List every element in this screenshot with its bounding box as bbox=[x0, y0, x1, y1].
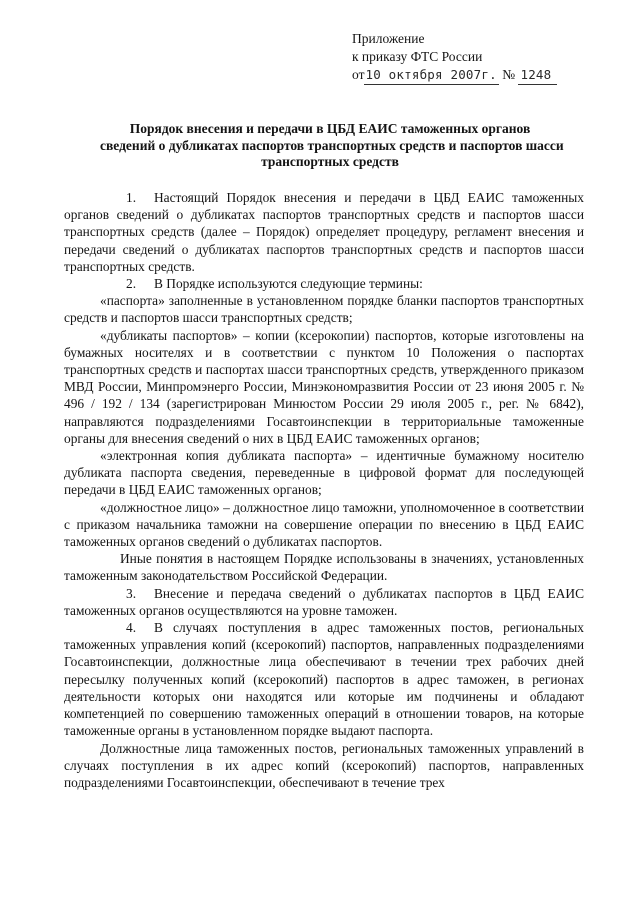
approval-block bbox=[352, 30, 602, 85]
approval-line-appendix: Приложение bbox=[352, 31, 425, 46]
term-official: «должностное лицо» – должностное лицо таможни, уполномоченное в соответствии с приказом начальника таможни на совершение операции по внесению в ЦБД ЕАИС таможенных органов сведений о дубликатах паспортов. bbox=[64, 499, 584, 550]
title-line-3: транспортных средств bbox=[261, 154, 399, 169]
term-electronic-copy: «электронная копия дубликата паспорта» – идентичные бумажному носителю дубликата паспорта сведения, переведенные в цифровой формат для последующей передачи в ЦБД ЕАИС таможенных органов; bbox=[64, 448, 584, 498]
title-line-1: Порядок внесения и передачи в ЦБД ЕАИС таможенных органов bbox=[129, 121, 531, 136]
paragraph-4-number: 4. bbox=[126, 620, 137, 636]
term-passports: «паспорта» заполненные в установленном порядке бланки паспортов транспортных средств и паспортов шасси транспортных средств; bbox=[64, 293, 584, 326]
paragraph-4 bbox=[64, 619, 584, 739]
paragraph-2 bbox=[64, 275, 584, 292]
paragraph-1-text: Настоящий Порядок внесения и передачи в ЦБД ЕАИС таможенных органов сведений о дубликатах паспортов транспортных средств и паспортов шасси транспортных средств (далее – Порядок) определяет процедуру, регламент внесения и передачи сведений о дубликатах паспортов транспортных средств и паспортов шасси транспортных средств. bbox=[64, 190, 584, 274]
paragraph-3 bbox=[64, 585, 584, 619]
approval-line-order: к приказу ФТС России bbox=[352, 49, 483, 64]
approval-num-sign: № bbox=[502, 67, 516, 82]
paragraph-1-number: 1. bbox=[126, 190, 137, 205]
paragraph-2-text: В Порядке используются следующие термины: bbox=[154, 276, 423, 292]
document-title bbox=[100, 121, 564, 171]
document-body bbox=[64, 189, 584, 791]
approval-line-date bbox=[352, 66, 602, 85]
approval-number: 1248 bbox=[518, 66, 557, 85]
paragraph-4-text: В случаях поступления в адрес таможенных постов, региональных таможенных управления копий (ксерокопий) паспортов, направленных подразделениями Госавтоинспекции, должностные лица обеспечивают в течении трех рабочих дней пересылку полученных копий (ксерокопий) паспортов в адрес таможен, в регионах деятельности которых они находятся или которые им подчинены и обладают компетенцией по совершению таможенных операций в отношении товаров, на которые таможенные органы в установленном порядке выдают паспорта. bbox=[64, 620, 584, 739]
paragraph-other-terms: Иные понятия в настоящем Порядке использованы в значениях, установленных таможенным законодательством Российской Федерации. bbox=[64, 551, 584, 584]
paragraph-3-text: Внесение и передача сведений о дубликатах паспортов в ЦБД ЕАИС таможенных органов осуществляются на уровне таможен. bbox=[64, 585, 584, 618]
paragraph-3-number: 3. bbox=[126, 585, 137, 601]
approval-date: 10 октября 2007г. bbox=[364, 66, 498, 85]
paragraph-2-number: 2. bbox=[126, 276, 137, 292]
paragraph-5: Должностные лица таможенных постов, региональных таможенных управлений в случаях поступления в их адрес копий (ксерокопий) паспортов, направленных подразделениями Госавтоинспекции, обеспечивают в течение трех bbox=[64, 740, 584, 790]
title-line-2: сведений о дубликатах паспортов транспортных средств и паспортов шасси bbox=[100, 137, 564, 153]
term-duplicates: «дубликаты паспортов» – копии (ксерокопии) паспортов, которые изготовлены на бумажных носителях и в соответствии с пунктом 10 Положения о паспортах транспортных средств и паспортах шасси транспортных средств, утвержденного приказом МВД России, Минпромэнерго России, Минэкономразвития России от 23 июня 2005 г. № 496 / 192 / 134 (зарегистрирован Минюстом России 29 июля 2005 г., рег. № 6842), направляются подразделениями Госавтоинспекции в территориальные таможенные органы для внесения сведений о них в ЦБД ЕАИС таможенных органов; bbox=[64, 327, 584, 446]
approval-prefix: от bbox=[352, 67, 365, 82]
paragraph-1 bbox=[64, 189, 584, 275]
